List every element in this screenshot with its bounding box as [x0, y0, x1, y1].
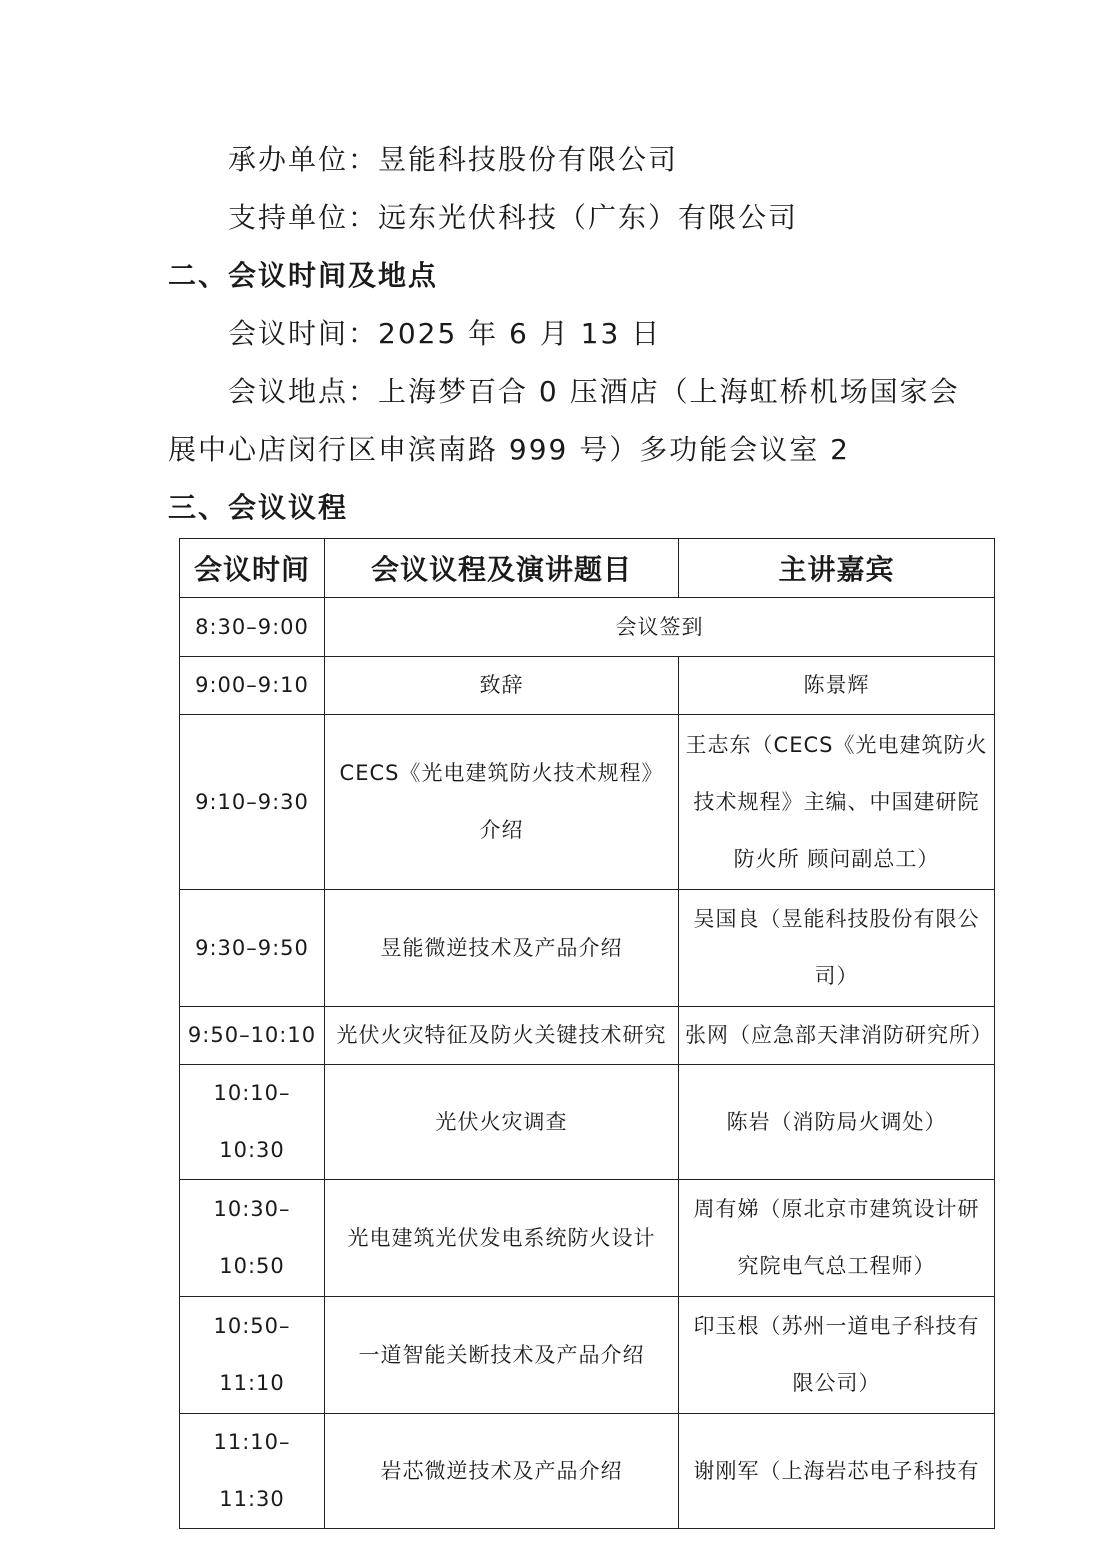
- session-topic: 致辞: [325, 657, 679, 715]
- session-time: 8:30–9:00: [180, 598, 325, 657]
- session-speaker: 谢刚军（上海岩芯电子科技有: [679, 1414, 995, 1529]
- organizer-line: 承办单位：昱能科技股份有限公司: [228, 143, 679, 176]
- session-topic: 岩芯微逆技术及产品介绍: [325, 1414, 679, 1529]
- session-speaker: 张网（应急部天津消防研究所）: [679, 1007, 995, 1065]
- session-time: 9:30–9:50: [180, 890, 325, 1007]
- session-topic: 光电建筑光伏发电系统防火设计: [325, 1180, 679, 1297]
- session-speaker: 王志东（CECS《光电建筑防火技术规程》主编、中国建研院防火所 顾问副总工）: [679, 715, 995, 890]
- header-topic: 会议议程及演讲题目: [325, 539, 679, 598]
- session-time: 9:10–9:30: [180, 715, 325, 890]
- session-time: 9:00–9:10: [180, 657, 325, 715]
- table-row: [180, 1065, 995, 1180]
- table-row: [180, 1180, 995, 1297]
- section-heading-agenda: 三、会议议程: [168, 491, 349, 524]
- session-time: 10:50–11:10: [180, 1297, 325, 1414]
- session-speaker: 周有娣（原北京市建筑设计研究院电气总工程师）: [679, 1180, 995, 1297]
- session-topic: 光伏火灾特征及防火关键技术研究: [325, 1007, 679, 1065]
- session-speaker: 印玉根（苏州一道电子科技有限公司）: [679, 1297, 995, 1414]
- table-row: [180, 1297, 995, 1414]
- session-speaker: 陈岩（消防局火调处）: [679, 1065, 995, 1180]
- agenda-header-row: [180, 539, 995, 598]
- header-speaker: 主讲嘉宾: [679, 539, 995, 598]
- supporter-line: 支持单位：远东光伏科技（广东）有限公司: [228, 201, 799, 234]
- table-row: [180, 598, 995, 657]
- session-topic: 光伏火灾调查: [325, 1065, 679, 1180]
- meeting-location-line-1: 会议地点：上海梦百合 0 压酒店（上海虹桥机场国家会: [228, 375, 960, 408]
- meeting-time-line: 会议时间：2025 年 6 月 13 日: [228, 317, 662, 350]
- session-topic: 昱能微逆技术及产品介绍: [325, 890, 679, 1007]
- header-time: 会议时间: [180, 539, 325, 598]
- table-row: [180, 890, 995, 1007]
- session-time: 9:50–10:10: [180, 1007, 325, 1065]
- meeting-location-line-2: 展中心店闵行区申滨南路 999 号）多功能会议室 2: [168, 433, 850, 466]
- session-topic: CECS《光电建筑防火技术规程》介绍: [325, 715, 679, 890]
- section-heading-time-location: 二、会议时间及地点: [168, 259, 439, 292]
- table-row: [180, 715, 995, 890]
- table-row: [180, 657, 995, 715]
- session-speaker: 吴国良（昱能科技股份有限公司）: [679, 890, 995, 1007]
- session-time: 10:30–10:50: [180, 1180, 325, 1297]
- agenda-table: [179, 538, 995, 1529]
- session-time: 11:10–11:30: [180, 1414, 325, 1529]
- session-topic: 一道智能关断技术及产品介绍: [325, 1297, 679, 1414]
- session-speaker: 陈景辉: [679, 657, 995, 715]
- table-row: [180, 1007, 995, 1065]
- table-row: [180, 1414, 995, 1529]
- session-topic: 会议签到: [325, 598, 995, 657]
- session-time: 10:10–10:30: [180, 1065, 325, 1180]
